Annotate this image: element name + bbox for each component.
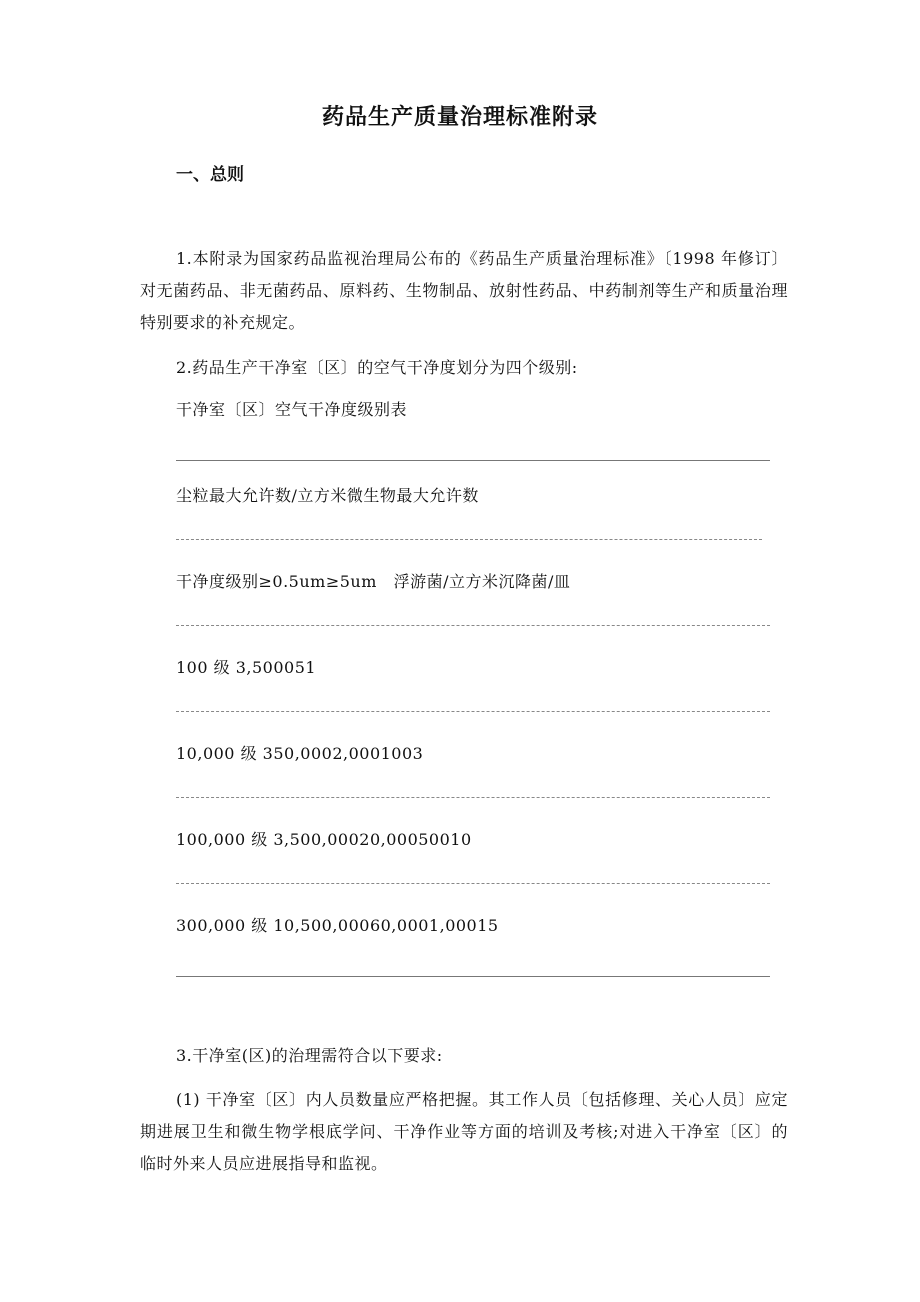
paragraph-4: (1) 干净室〔区〕内人员数量应严格把握。其工作人员〔包括修理、关心人员〕应定期进展卫生和微生物学根底学问、干净作业等方面的培训及考核;对进入干净室〔区〕的临时外来人员应进展指导和监视。 [140, 1090, 788, 1173]
table-divider [176, 797, 770, 798]
table-divider [176, 711, 770, 712]
table-bottom-rule [176, 976, 770, 977]
section-heading-general: 一、总则 [176, 165, 244, 185]
table-row: 300,000 级 10,500,00060,0001,00015 [176, 916, 499, 935]
table-row: 100 级 3,500051 [176, 658, 317, 677]
table-header-row-2: 干净度级别≥0.5um≥5um 浮游菌/立方米沉降菌/皿 [176, 572, 571, 591]
table-header-row-1: 尘粒最大允许数/立方米微生物最大允许数 [176, 486, 479, 505]
paragraph-1: 1.本附录为国家药品监视治理局公布的《药品生产质量治理标准》〔1998 年修订〕对无菌药品、非无菌药品、原料药、生物制品、放射性药品、中药制剂等生产和质量治理特别要求的补充规定。 [140, 249, 788, 332]
document-title: 药品生产质量治理标准附录 [321, 105, 598, 130]
paragraph-2: 2.药品生产干净室〔区〕的空气干净度划分为四个级别: [176, 358, 578, 377]
table-row: 100,000 级 3,500,00020,00050010 [176, 830, 472, 849]
table-row: 10,000 级 350,0002,0001003 [176, 744, 424, 763]
table-divider [176, 883, 770, 884]
table-divider [176, 625, 770, 626]
paragraph-3: 3.干净室(区)的治理需符合以下要求: [176, 1046, 443, 1065]
table-caption: 干净室〔区〕空气干净度级别表 [176, 400, 408, 419]
table-divider [176, 539, 762, 540]
table-top-rule [176, 460, 770, 461]
